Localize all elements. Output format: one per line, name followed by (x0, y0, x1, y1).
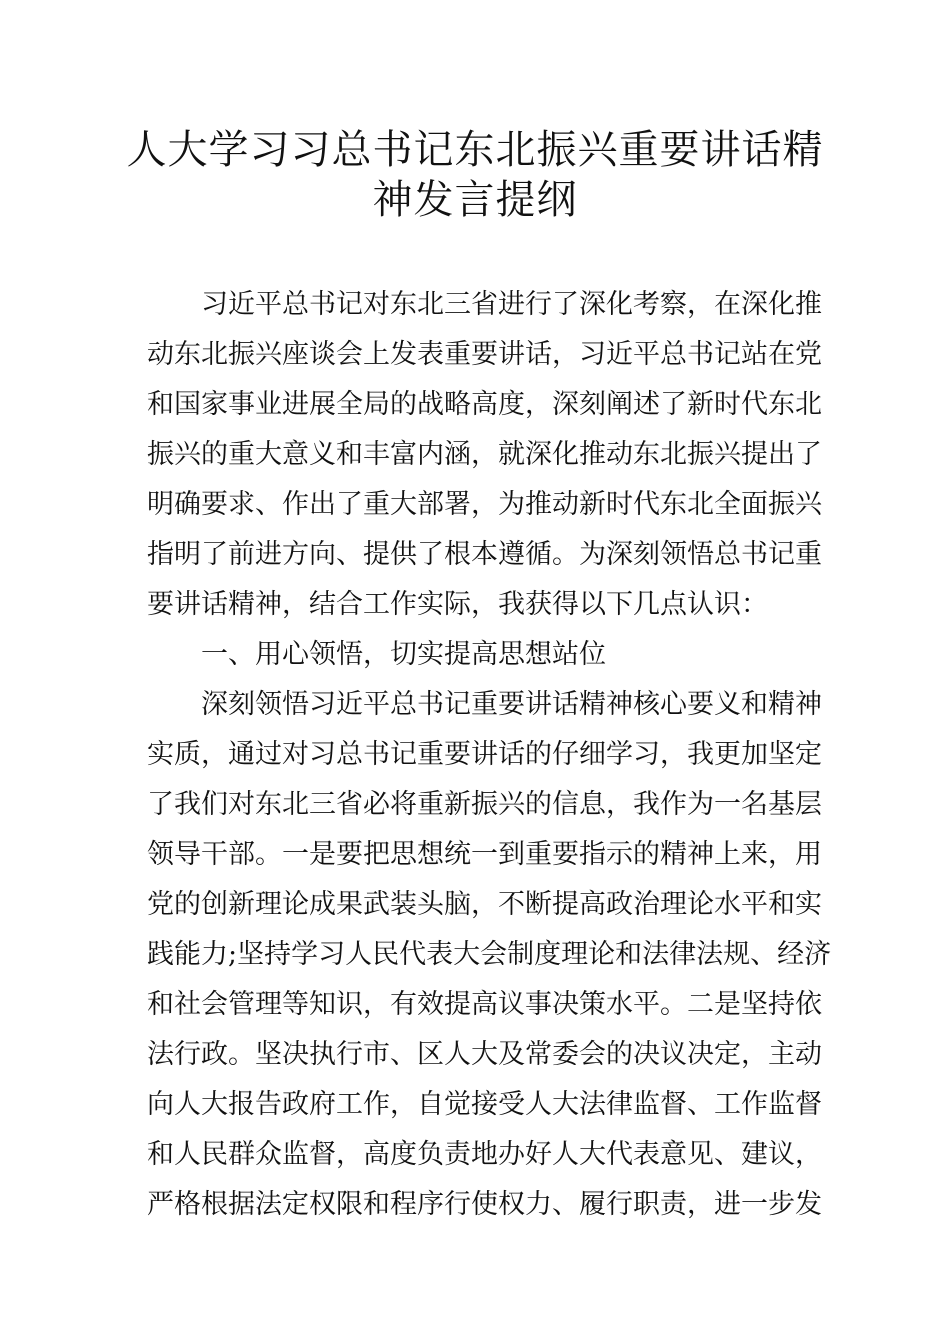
text-line: 向人大报告政府工作，自觉接受人大法律监督、工作监督 (147, 1089, 822, 1120)
text-line: 和国家事业进展全局的战略高度，深刻阐述了新时代东北 (147, 389, 822, 420)
section-heading: 一、用心领悟，切实提高思想站位 (201, 639, 606, 670)
text-line: 振兴的重大意义和丰富内涵，就深化推动东北振兴提出了 (147, 439, 822, 470)
text-line: 要讲话精神，结合工作实际，我获得以下几点认识： (147, 589, 768, 620)
text-line: 领导干部。一是要把思想统一到重要指示的精神上来，用 (147, 839, 822, 870)
text-line: 和人民群众监督，高度负责地办好人大代表意见、建议， (147, 1139, 822, 1170)
text-line: 严格根据法定权限和程序行使权力、履行职责，进一步发 (147, 1189, 822, 1220)
title-line: 人大学习习总书记东北振兴重要讲话精 (126, 127, 824, 173)
text-line: 指明了前进方向、提供了根本遵循。为深刻领悟总书记重 (147, 539, 822, 570)
text-line: 法行政。坚决执行市、区人大及常委会的决议决定，主动 (147, 1039, 822, 1070)
document-body (147, 280, 832, 1230)
text-line: 党的创新理论成果武装头脑，不断提高政治理论水平和实 (147, 889, 822, 920)
text-line: 动东北振兴座谈会上发表重要讲话，习近平总书记站在党 (147, 339, 822, 370)
text-line: 习近平总书记对东北三省进行了深化考察，在深化推 (201, 289, 822, 320)
text-line: 明确要求、作出了重大部署，为推动新时代东北全面振兴 (147, 489, 822, 520)
text-line: 和社会管理等知识，有效提高议事决策水平。二是坚持依 (147, 989, 822, 1020)
paragraph-section-1 (147, 680, 832, 1230)
paragraph-intro (147, 280, 822, 630)
text-line: 深刻领悟习近平总书记重要讲话精神核心要义和精神 (201, 689, 822, 720)
text-line: 践能力;坚持学习人民代表大会制度理论和法律法规、经济 (147, 939, 832, 970)
text-line: 了我们对东北三省必将重新振兴的信息，我作为一名基层 (147, 789, 822, 820)
title-line: 神发言提纲 (372, 177, 578, 223)
text-line: 实质，通过对习总书记重要讲话的仔细学习，我更加坚定 (147, 739, 822, 770)
document-title (110, 125, 840, 225)
